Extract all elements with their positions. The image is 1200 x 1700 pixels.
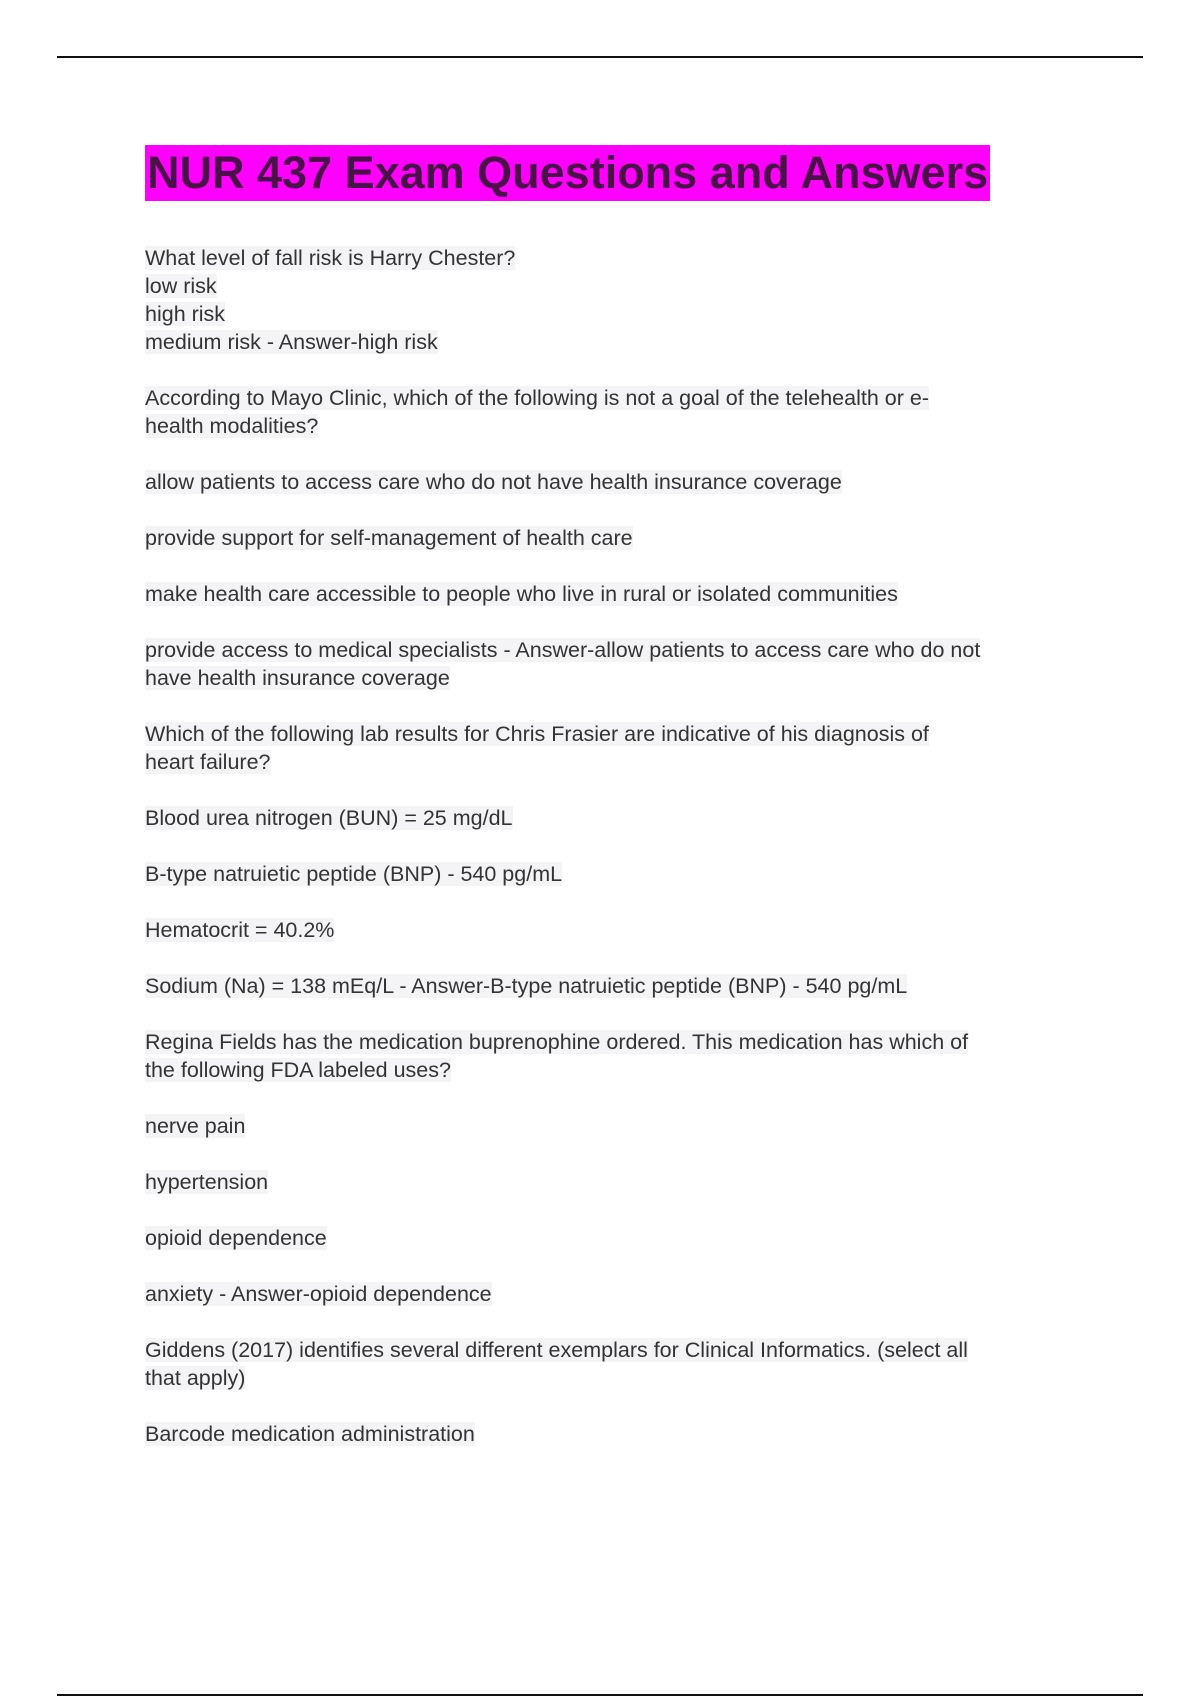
text-block [145,1028,1095,1084]
text-line [145,412,1095,440]
text-line-content: Barcode medication administration [145,1422,475,1446]
text-line [145,524,1095,552]
text-line-content: According to Mayo Clinic, which of the following is not a goal of the telehealth or e- [145,386,929,410]
text-block [145,720,1095,776]
text-line [145,1336,1095,1364]
text-block [145,580,1095,608]
text-line-content: provide support for self-management of health care [145,526,633,550]
text-block [145,972,1095,1000]
text-block [145,804,1095,832]
text-line [145,804,1095,832]
text-line [145,664,1095,692]
text-block [145,860,1095,888]
text-line-content: Blood urea nitrogen (BUN) = 25 mg/dL [145,806,513,830]
text-line-content: opioid dependence [145,1226,327,1250]
text-line-content: the following FDA labeled uses? [145,1058,451,1082]
text-block [145,916,1095,944]
text-line [145,272,1095,300]
text-line [145,300,1095,328]
document-body [145,244,1095,1476]
text-line [145,748,1095,776]
text-block [145,524,1095,552]
text-line [145,244,1095,272]
text-line-content: that apply) [145,1366,246,1390]
text-line [145,1420,1095,1448]
text-line [145,1056,1095,1084]
text-line [145,328,1095,356]
text-line [145,1112,1095,1140]
text-line-content: What level of fall risk is Harry Chester? [145,246,516,270]
text-line [145,720,1095,748]
text-line-content: low risk [145,274,217,298]
text-line-content: Hematocrit = 40.2% [145,918,335,942]
text-line-content: B-type natruietic peptide (BNP) - 540 pg/mL [145,862,563,886]
text-line [145,860,1095,888]
text-line [145,1028,1095,1056]
text-line [145,580,1095,608]
document-title: NUR 437 Exam Questions and Answers [145,145,990,201]
text-block [145,244,1095,356]
text-line-content: Sodium (Na) = 138 mEq/L - Answer-B-type natruietic peptide (BNP) - 540 pg/mL [145,974,908,998]
text-line [145,1280,1095,1308]
text-line [145,384,1095,412]
text-block [145,1280,1095,1308]
text-line [145,1364,1095,1392]
text-line [145,1168,1095,1196]
text-line-content: Which of the following lab results for Chris Frasier are indicative of his diagnosis of [145,722,929,746]
text-line-content: nerve pain [145,1114,246,1138]
text-line [145,972,1095,1000]
text-line-content: Giddens (2017) identifies several different exemplars for Clinical Informatics. (select all [145,1338,968,1362]
text-block [145,1420,1095,1448]
text-line-content: health modalities? [145,414,319,438]
text-block [145,636,1095,692]
text-line-content: high risk [145,302,226,326]
text-line [145,636,1095,664]
text-block [145,1168,1095,1196]
bottom-rule [57,1694,1143,1696]
text-line-content: anxiety - Answer-opioid dependence [145,1282,492,1306]
text-line [145,1224,1095,1252]
text-line-content: provide access to medical specialists - Answer-allow patients to access care who do not [145,638,981,662]
text-line-content: medium risk - Answer-high risk [145,330,438,354]
text-block [145,1224,1095,1252]
title-wrap [145,145,990,201]
text-block [145,468,1095,496]
text-line-content: hypertension [145,1170,269,1194]
text-line-content: make health care accessible to people who live in rural or isolated communities [145,582,898,606]
text-line [145,916,1095,944]
text-block [145,1336,1095,1392]
text-line-content: heart failure? [145,750,271,774]
text-line-content: Regina Fields has the medication buprenophine ordered. This medication has which of [145,1030,969,1054]
text-line-content: allow patients to access care who do not have health insurance coverage [145,470,842,494]
text-line [145,468,1095,496]
text-block [145,1112,1095,1140]
top-rule [57,56,1143,58]
text-block [145,384,1095,440]
text-line-content: have health insurance coverage [145,666,450,690]
